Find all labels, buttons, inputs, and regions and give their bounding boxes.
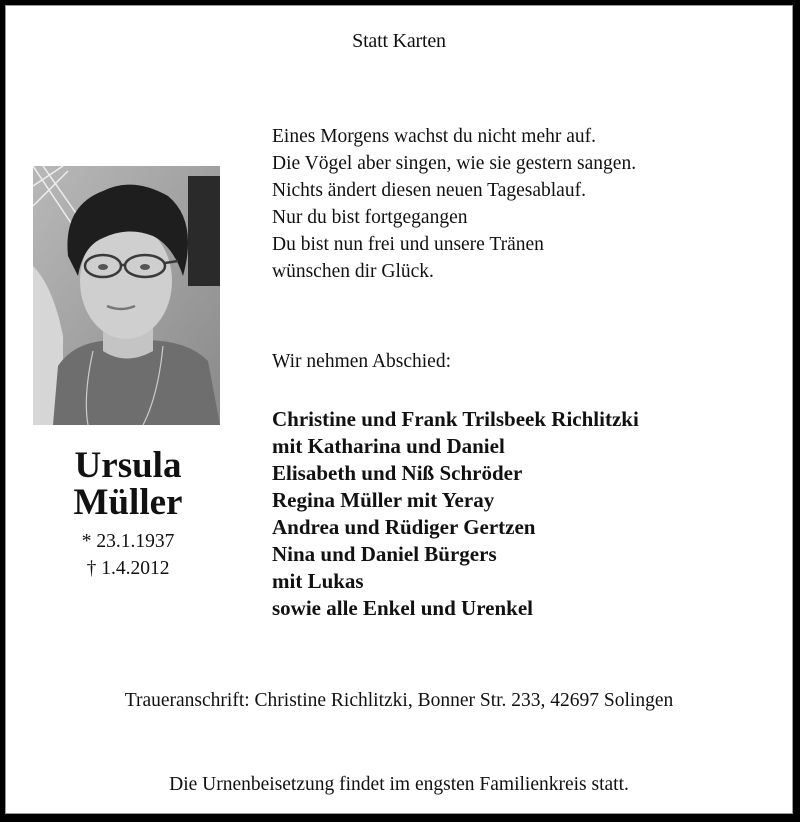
burial-note: Die Urnenbeisetzung findet im engsten Familienkreis statt. <box>169 774 629 795</box>
poem-line: Die Vögel aber singen, wie sie gestern sangen. <box>272 153 637 174</box>
mourner-line: sowie alle Enkel und Urenkel <box>272 596 533 620</box>
header-statt-karten: Statt Karten <box>352 30 446 52</box>
poem-line: wünschen dir Glück. <box>272 261 434 282</box>
mourner-line: mit Katharina und Daniel <box>272 434 505 458</box>
mourners-list <box>272 406 639 622</box>
mourner-line: mit Lukas <box>272 569 364 593</box>
obituary-card <box>5 5 793 814</box>
mourner-line: Christine und Frank Trilsbeek Richlitzki <box>272 407 639 431</box>
deceased-last-name: Müller <box>73 482 183 523</box>
life-dates <box>28 528 228 582</box>
poem-line: Eines Morgens wachst du nicht mehr auf. <box>272 126 597 147</box>
mourning-address: Traueranschrift: Christine Richlitzki, Bonner Str. 233, 42697 Solingen <box>124 690 674 711</box>
mourner-line: Elisabeth und Niß Schröder <box>272 461 523 485</box>
portrait-photo <box>33 166 220 425</box>
mourner-line: Andrea und Rüdiger Gertzen <box>272 515 536 539</box>
farewell-intro: Wir nehmen Abschied: <box>272 351 452 372</box>
birth-date: * 23.1.1937 <box>81 531 175 552</box>
poem-line: Du bist nun frei und unsere Tränen <box>272 234 544 255</box>
poem-line: Nur du bist fortgegangen <box>272 207 468 228</box>
death-date: † 1.4.2012 <box>86 558 170 579</box>
deceased-first-name: Ursula <box>74 445 182 486</box>
mourner-line: Nina und Daniel Bürgers <box>272 542 497 566</box>
poem-line: Nichts ändert diesen neuen Tagesablauf. <box>272 180 586 201</box>
mourner-line: Regina Müller mit Yeray <box>272 488 495 512</box>
poem <box>272 123 636 285</box>
